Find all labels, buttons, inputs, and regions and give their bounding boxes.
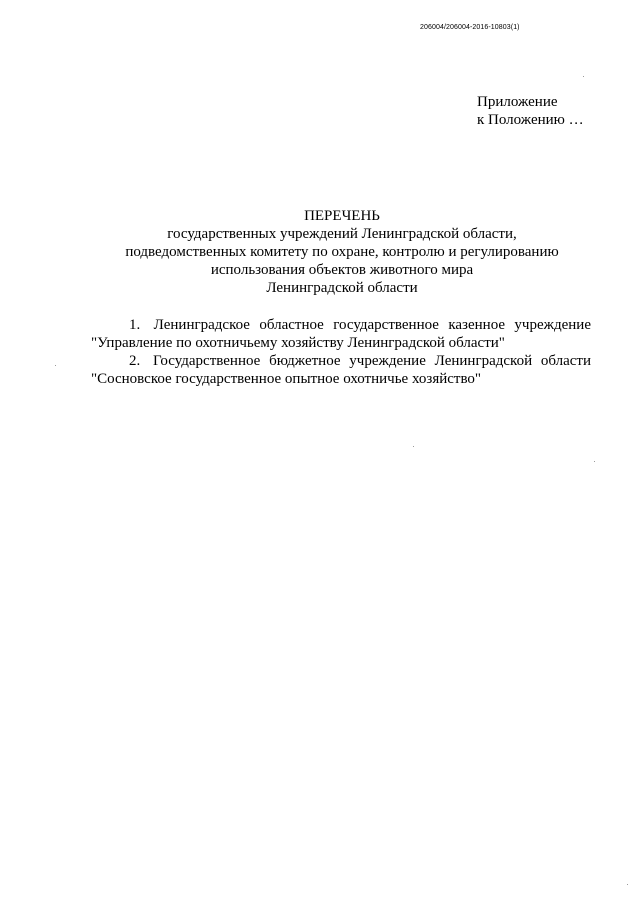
list-item-text: Государственное бюджетное учреждение Ленинградской области: [153, 353, 591, 369]
list-item-first-line: [91, 352, 591, 370]
heading-line-2: подведомственных комитету по охране, контролю и регулированию: [125, 244, 559, 260]
appendix-line-2: к Положению …: [477, 112, 584, 128]
list-item: [91, 352, 591, 388]
heading-line-4: Ленинградской области: [266, 280, 418, 296]
scan-speck: [413, 446, 414, 447]
document-id: 206004/206004-2016-10803(1): [420, 24, 520, 31]
institution-list: [91, 316, 591, 388]
appendix-line-1: Приложение: [477, 94, 558, 110]
heading-line-1: государственных учреждений Ленинградской области,: [167, 226, 517, 242]
list-item-number: 1.: [129, 317, 141, 333]
list-item-number: 2.: [129, 353, 141, 369]
list-item: [91, 316, 591, 352]
scan-speck: [627, 884, 628, 885]
list-item-continuation: "Сосновское государственное опытное охотничье хозяйство": [91, 371, 482, 387]
document-heading: [0, 207, 640, 297]
scan-speck: [594, 461, 595, 462]
list-item-text: Ленинградское областное государственное казенное учреждение: [153, 317, 591, 333]
appendix-note: [477, 93, 584, 129]
list-item-continuation: "Управление по охотничьему хозяйству Ленинградской области": [91, 335, 505, 351]
heading-line-3: использования объектов животного мира: [210, 262, 474, 278]
scan-speck: [55, 365, 56, 366]
list-item-first-line: [91, 316, 591, 334]
heading-title: ПЕРЕЧЕНЬ: [304, 208, 380, 224]
scan-speck: [583, 76, 584, 77]
